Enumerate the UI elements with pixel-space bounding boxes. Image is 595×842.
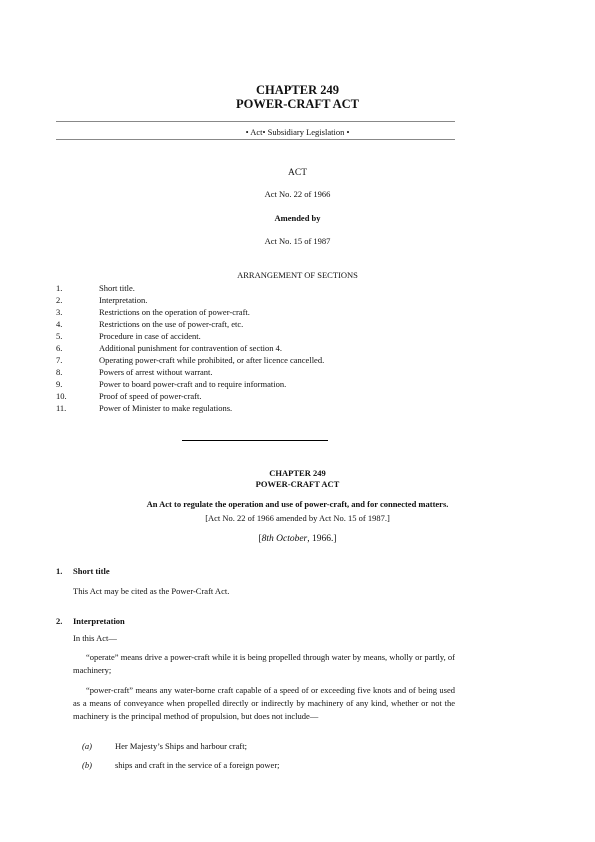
- definition-exclusion-item: (a) Her Majesty’s Ships and harbour craft;: [82, 741, 247, 751]
- arrangement-item[interactable]: 1. Short title.: [56, 283, 135, 293]
- nav-bullet: •: [262, 127, 266, 137]
- nav-bullet: •: [245, 127, 249, 137]
- arrangement-item[interactable]: 6. Additional punishment for contravention of section 4.: [56, 343, 282, 353]
- arrangement-item[interactable]: 11. Power of Minister to make regulations.: [56, 403, 233, 413]
- amending-act: Act No. 15 of 1987: [264, 236, 331, 246]
- nav-link-act[interactable]: Act: [250, 127, 263, 137]
- commencement-date: [8th October, 1966.]: [258, 534, 337, 544]
- nav-top-rule: [56, 121, 455, 122]
- arrangement-item[interactable]: 4. Restrictions on the use of power-craft, etc.: [56, 319, 244, 329]
- arrangement-item[interactable]: 10. Proof of speed of power-craft.: [56, 391, 202, 401]
- body-chapter-heading: CHAPTER 249: [269, 468, 326, 478]
- definition-exclusion-item: (b) ships and craft in the service of a foreign power;: [82, 760, 280, 770]
- nav-link-subsidiary-legislation[interactable]: Subsidiary Legislation: [267, 127, 345, 137]
- navigation-bar: [0, 127, 595, 137]
- arrangement-item[interactable]: 7. Operating power-craft while prohibited, or after licence cancelled.: [56, 355, 325, 365]
- long-title: An Act to regulate the operation and use of power-craft, and for connected matters.: [146, 499, 449, 509]
- section-divider: [182, 440, 328, 441]
- body-act-title: POWER-CRAFT ACT: [255, 479, 340, 489]
- arrangement-item[interactable]: 5. Procedure in case of accident.: [56, 331, 201, 341]
- nav-bottom-rule: [56, 139, 455, 140]
- arrangement-item[interactable]: 9. Power to board power-craft and to require information.: [56, 379, 287, 389]
- section-text: This Act may be cited as the Power-Craft Act.: [73, 586, 230, 596]
- arrangement-heading: ARRANGEMENT OF SECTIONS: [237, 270, 358, 280]
- amended-by-label: Amended by: [274, 213, 321, 223]
- arrangement-item[interactable]: 8. Powers of arrest without warrant.: [56, 367, 213, 377]
- arrangement-item[interactable]: 2. Interpretation.: [56, 295, 148, 305]
- section-text: In this Act—: [73, 633, 117, 643]
- section-heading: 1. Short title: [56, 566, 110, 576]
- chapter-heading: CHAPTER 249: [256, 83, 339, 97]
- nav-bullet: •: [346, 127, 350, 137]
- definition-power-craft: “power-craft” means any water-borne craft capable of a speed of or exceeding five knots and of being used as a means of conveyance when propelled directly or indirectly by machinery of any kind, whether or not the machinery is the principal method of propulsion, but does not include—: [73, 685, 455, 721]
- citation-note: [Act No. 22 of 1966 amended by Act No. 15 of 1987.]: [205, 513, 390, 523]
- act-title: POWER-CRAFT ACT: [235, 97, 360, 111]
- arrangement-item[interactable]: 3. Restrictions on the operation of power-craft.: [56, 307, 250, 317]
- section-heading: 2. Interpretation: [56, 616, 125, 626]
- act-heading: ACT: [288, 168, 307, 178]
- definition-operate: “operate” means drive a power-craft while it is being propelled through water by means, wholly or partly, of machinery;: [73, 652, 455, 675]
- act-number: Act No. 22 of 1966: [264, 189, 331, 199]
